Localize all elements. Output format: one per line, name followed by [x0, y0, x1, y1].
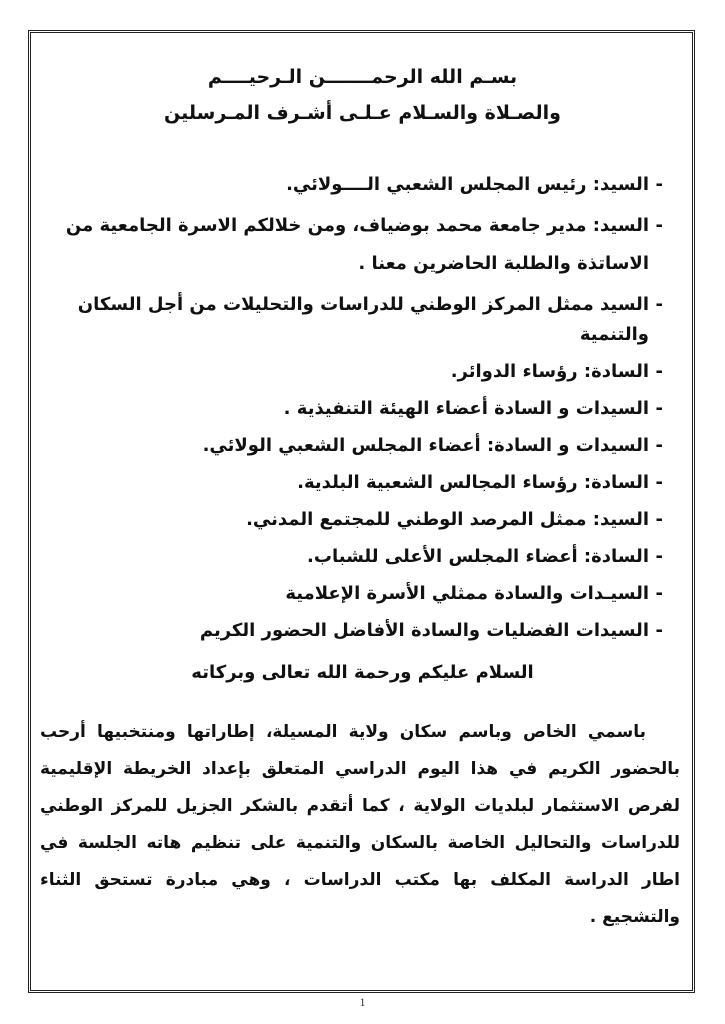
salutation-item: - السادة: رؤساء الدوائر.	[53, 357, 663, 387]
salutation-item: - السادة: رؤساء المجالس الشعبية البلدية.	[53, 468, 663, 498]
basmala-heading: بسـم الله الرحمـــــــن الـرحيــــم	[207, 66, 518, 88]
salutation-list	[53, 170, 663, 653]
salutation-item: - السيد: رئيس المجلس الشعبي الــــولائي.	[53, 170, 663, 200]
salutation-item: - السيدات و السادة أعضاء الهيئة التنفيذية .	[53, 394, 663, 424]
closing-greeting: السلام عليكم ورحمة الله تعالى وبركاته	[191, 662, 534, 683]
salutation-item: - السيدات و السادة: أعضاء المجلس الشعبي الولائي.	[53, 431, 663, 461]
salutation-item: - السيد ممثل المركز الوطني للدراسات والتحليلات من أجل السكان والتنمية	[53, 290, 663, 350]
salutation-item: - السيـدات والسادة ممثلي الأسرة الإعلامية	[53, 579, 663, 609]
salutation-item: - السيد: ممثل المرصد الوطني للمجتمع المدني.	[53, 505, 663, 535]
salutation-item: - السيدات الفضليات والسادة الأفاضل الحضور الكريم	[53, 616, 663, 646]
prayer-heading: والصـلاة والسـلام عـلـى أشـرف المـرسلين	[164, 102, 561, 124]
page-number: 1	[359, 995, 366, 1009]
salutation-item: - السادة: أعضاء المجلس الأعلى للشباب.	[53, 542, 663, 572]
salutation-item: - السيد: مدير جامعة محمد بوضياف، ومن خلالكم الاسرة الجامعية من الاساتذة والطلبة الحاضرين معنا .	[53, 207, 663, 283]
body-paragraph: باسمي الخاص وباسم سكان ولاية المسيلة، إطاراتها ومنتخبيها أرحب بالحضور الكريم في هذا اليوم الدراسي المتعلق بإعداد الخريطة الإقليمية لفرص الاستثمار لبلديات الولاية ، كما أتقدم بالشكر الجزيل للمركز الوطني للدراسات والتحاليل الخاصة بالسكان والتنمية على تنظيم هاته الجلسة في اطار الدراسة المكلف بها مكتب الدراسات ، وهي مبادرة تستحق الثناء والتشجيع .	[40, 722, 680, 927]
